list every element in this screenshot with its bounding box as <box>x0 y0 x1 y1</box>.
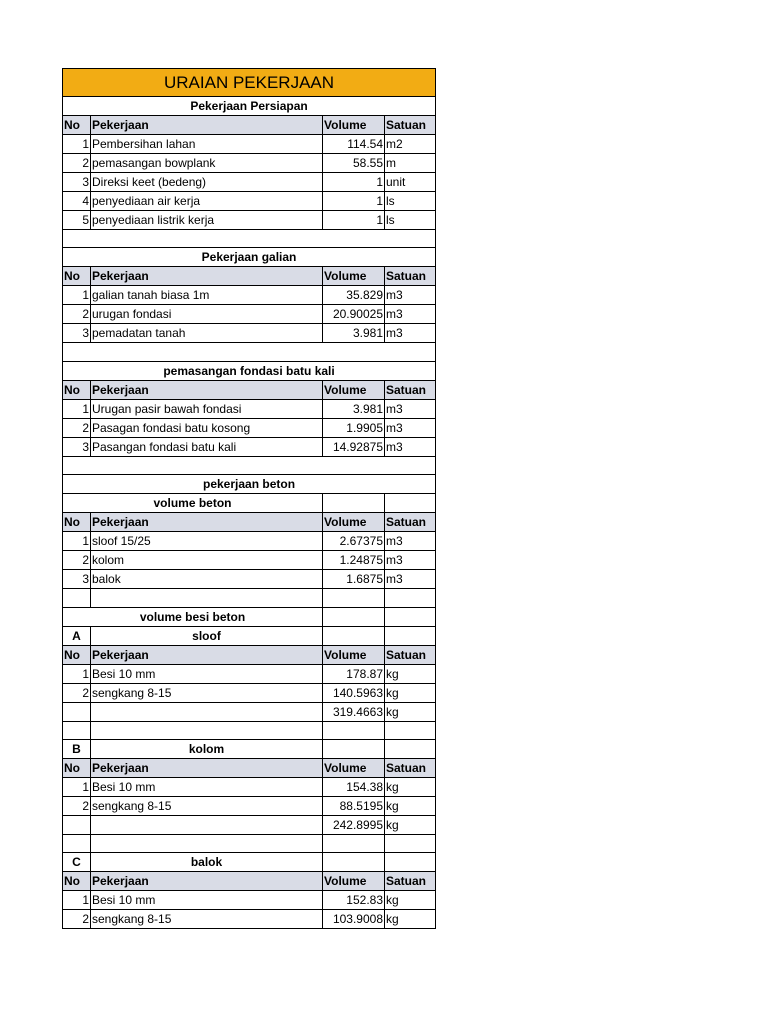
header-no: No <box>63 267 91 286</box>
total-satuan-kolom: kg <box>385 815 436 834</box>
header-satuan: Satuan <box>385 267 436 286</box>
cell-pekerjaan: sengkang 8-15 <box>91 796 323 815</box>
total-volume-kolom: 242.8995 <box>323 815 385 834</box>
table-row <box>63 437 436 456</box>
header-pekerjaan: Pekerjaan <box>91 267 323 286</box>
group-row <box>63 739 436 758</box>
header-volume: Volume <box>323 758 385 777</box>
header-pekerjaan: Pekerjaan <box>91 872 323 891</box>
cell-volume: 1.9905 <box>323 418 385 437</box>
section-title-row <box>63 475 436 494</box>
subsection-title-volume-beton: volume beton <box>63 494 323 513</box>
cell-satuan: m3 <box>385 324 436 343</box>
blank-cell <box>323 626 385 645</box>
blank-cell <box>385 834 436 852</box>
blank-row <box>63 343 436 361</box>
cell-no: 2 <box>63 551 91 570</box>
cell-no: 2 <box>63 796 91 815</box>
group-row <box>63 853 436 872</box>
header-volume: Volume <box>323 116 385 135</box>
cell-satuan: m3 <box>385 532 436 551</box>
cell-volume: 1.24875 <box>323 551 385 570</box>
header-satuan: Satuan <box>385 872 436 891</box>
cell-volume: 88.5195 <box>323 796 385 815</box>
cell-satuan: kg <box>385 777 436 796</box>
cell-no: 1 <box>63 532 91 551</box>
cell-volume: 1 <box>323 192 385 211</box>
blank-cell <box>91 589 323 607</box>
blank-cell <box>91 834 323 852</box>
blank-cell <box>63 456 436 474</box>
cell-no: 5 <box>63 211 91 230</box>
cell-pekerjaan: Pasangan fondasi batu kali <box>91 437 323 456</box>
cell-pekerjaan: urugan fondasi <box>91 305 323 324</box>
blank-cell <box>91 721 323 739</box>
table-row <box>63 324 436 343</box>
total-row <box>63 702 436 721</box>
cell-volume: 3.981 <box>323 324 385 343</box>
cell-satuan: kg <box>385 891 436 910</box>
sheet-title: URAIAN PEKERJAAN <box>63 69 436 97</box>
header-row <box>63 513 436 532</box>
cell-satuan: m3 <box>385 437 436 456</box>
cell-no: 3 <box>63 437 91 456</box>
header-no: No <box>63 645 91 664</box>
cell-satuan: m3 <box>385 570 436 589</box>
cell-pekerjaan: Pasagan fondasi batu kosong <box>91 418 323 437</box>
cell-pekerjaan: sloof 15/25 <box>91 532 323 551</box>
blank-cell <box>385 626 436 645</box>
cell-pekerjaan: galian tanah biasa 1m <box>91 286 323 305</box>
total-satuan-sloof: kg <box>385 702 436 721</box>
group-code-c: C <box>63 853 91 872</box>
cell-pekerjaan: penyediaan listrik kerja <box>91 211 323 230</box>
cell-satuan: m2 <box>385 135 436 154</box>
cell-volume: 114.54 <box>323 135 385 154</box>
table-row <box>63 570 436 589</box>
cell-volume: 178.87 <box>323 664 385 683</box>
header-row <box>63 267 436 286</box>
table-row <box>63 399 436 418</box>
header-pekerjaan: Pekerjaan <box>91 513 323 532</box>
cell-pekerjaan: sengkang 8-15 <box>91 910 323 929</box>
section-title-row <box>63 361 436 380</box>
blank-cell <box>63 343 436 361</box>
blank-cell <box>323 494 385 513</box>
header-volume: Volume <box>323 513 385 532</box>
section-title-fondasi: pemasangan fondasi batu kali <box>63 361 436 380</box>
cell-volume: 1.6875 <box>323 570 385 589</box>
blank-row <box>63 721 436 739</box>
cell-no: 1 <box>63 664 91 683</box>
blank-cell <box>323 589 385 607</box>
cell-no: 2 <box>63 910 91 929</box>
blank-row <box>63 589 436 607</box>
table-row <box>63 796 436 815</box>
section-title-beton: pekerjaan beton <box>63 475 436 494</box>
cell-pekerjaan: Urugan pasir bawah fondasi <box>91 399 323 418</box>
cell-pekerjaan: penyediaan air kerja <box>91 192 323 211</box>
header-row <box>63 380 436 399</box>
header-no: No <box>63 758 91 777</box>
cell-pekerjaan: Besi 10 mm <box>91 777 323 796</box>
blank-cell <box>385 739 436 758</box>
header-satuan: Satuan <box>385 380 436 399</box>
table-row <box>63 910 436 929</box>
blank-cell <box>91 815 323 834</box>
group-code-b: B <box>63 739 91 758</box>
subsection-title-volume-besi: volume besi beton <box>63 607 323 626</box>
blank-cell <box>385 721 436 739</box>
cell-satuan: m3 <box>385 399 436 418</box>
cell-no: 1 <box>63 135 91 154</box>
header-satuan: Satuan <box>385 645 436 664</box>
total-volume-sloof: 319.4663 <box>323 702 385 721</box>
cell-no: 1 <box>63 286 91 305</box>
cell-no: 3 <box>63 324 91 343</box>
group-row <box>63 626 436 645</box>
cell-satuan: kg <box>385 910 436 929</box>
cell-no: 3 <box>63 173 91 192</box>
cell-satuan: m <box>385 154 436 173</box>
cell-no: 1 <box>63 891 91 910</box>
cell-satuan: unit <box>385 173 436 192</box>
cell-pekerjaan: Direksi keet (bedeng) <box>91 173 323 192</box>
table-row <box>63 211 436 230</box>
blank-cell <box>323 739 385 758</box>
cell-satuan: kg <box>385 796 436 815</box>
table-row <box>63 135 436 154</box>
header-row <box>63 872 436 891</box>
section-title-row <box>63 248 436 267</box>
title-row <box>63 69 436 97</box>
cell-no: 2 <box>63 418 91 437</box>
uraian-pekerjaan-table <box>62 68 436 929</box>
header-pekerjaan: Pekerjaan <box>91 758 323 777</box>
header-pekerjaan: Pekerjaan <box>91 645 323 664</box>
header-volume: Volume <box>323 645 385 664</box>
cell-pekerjaan: Besi 10 mm <box>91 664 323 683</box>
header-volume: Volume <box>323 872 385 891</box>
table-row <box>63 154 436 173</box>
header-row <box>63 645 436 664</box>
header-volume: Volume <box>323 380 385 399</box>
cell-volume: 103.9008 <box>323 910 385 929</box>
group-name-sloof: sloof <box>91 626 323 645</box>
group-name-kolom: kolom <box>91 739 323 758</box>
table-row <box>63 891 436 910</box>
work-breakdown-sheet <box>62 68 435 929</box>
group-name-balok: balok <box>91 853 323 872</box>
subsection-title-row <box>63 494 436 513</box>
cell-no: 1 <box>63 399 91 418</box>
blank-cell <box>385 589 436 607</box>
cell-pekerjaan: Besi 10 mm <box>91 891 323 910</box>
header-no: No <box>63 872 91 891</box>
cell-no: 3 <box>63 570 91 589</box>
table-row <box>63 664 436 683</box>
header-no: No <box>63 380 91 399</box>
cell-volume: 1 <box>323 173 385 192</box>
table-row <box>63 173 436 192</box>
section-title-galian: Pekerjaan galian <box>63 248 436 267</box>
cell-satuan: ls <box>385 192 436 211</box>
blank-cell <box>63 589 91 607</box>
cell-satuan: kg <box>385 683 436 702</box>
cell-pekerjaan: pemadatan tanah <box>91 324 323 343</box>
blank-row <box>63 834 436 852</box>
cell-satuan: m3 <box>385 305 436 324</box>
table-row <box>63 777 436 796</box>
cell-no: 1 <box>63 777 91 796</box>
blank-cell <box>63 815 91 834</box>
cell-no: 2 <box>63 305 91 324</box>
cell-pekerjaan: sengkang 8-15 <box>91 683 323 702</box>
cell-satuan: m3 <box>385 551 436 570</box>
cell-pekerjaan: Pembersihan lahan <box>91 135 323 154</box>
blank-cell <box>63 702 91 721</box>
cell-no: 2 <box>63 154 91 173</box>
blank-cell <box>323 721 385 739</box>
cell-volume: 58.55 <box>323 154 385 173</box>
header-pekerjaan: Pekerjaan <box>91 116 323 135</box>
blank-row <box>63 230 436 248</box>
cell-pekerjaan: balok <box>91 570 323 589</box>
section-title-persiapan: Pekerjaan Persiapan <box>63 97 436 116</box>
header-row <box>63 758 436 777</box>
header-satuan: Satuan <box>385 758 436 777</box>
section-title-row <box>63 97 436 116</box>
cell-volume: 152.83 <box>323 891 385 910</box>
blank-cell <box>385 494 436 513</box>
total-row <box>63 815 436 834</box>
header-volume: Volume <box>323 267 385 286</box>
cell-satuan: kg <box>385 664 436 683</box>
subsection-title-row <box>63 607 436 626</box>
cell-satuan: ls <box>385 211 436 230</box>
blank-cell <box>91 702 323 721</box>
header-no: No <box>63 116 91 135</box>
blank-cell <box>323 834 385 852</box>
header-satuan: Satuan <box>385 116 436 135</box>
blank-row <box>63 456 436 474</box>
group-code-a: A <box>63 626 91 645</box>
table-row <box>63 683 436 702</box>
header-row <box>63 116 436 135</box>
cell-volume: 20.90025 <box>323 305 385 324</box>
blank-cell <box>385 607 436 626</box>
header-satuan: Satuan <box>385 513 436 532</box>
blank-cell <box>63 721 91 739</box>
cell-pekerjaan: pemasangan bowplank <box>91 154 323 173</box>
cell-pekerjaan: kolom <box>91 551 323 570</box>
blank-cell <box>323 853 385 872</box>
table-row <box>63 551 436 570</box>
table-row <box>63 532 436 551</box>
cell-satuan: m3 <box>385 286 436 305</box>
table-row <box>63 286 436 305</box>
header-pekerjaan: Pekerjaan <box>91 380 323 399</box>
cell-volume: 140.5963 <box>323 683 385 702</box>
table-row <box>63 418 436 437</box>
blank-cell <box>63 834 91 852</box>
cell-satuan: m3 <box>385 418 436 437</box>
table-row <box>63 192 436 211</box>
table-row <box>63 305 436 324</box>
cell-volume: 14.92875 <box>323 437 385 456</box>
cell-no: 4 <box>63 192 91 211</box>
cell-volume: 1 <box>323 211 385 230</box>
blank-cell <box>385 853 436 872</box>
blank-cell <box>63 230 436 248</box>
header-no: No <box>63 513 91 532</box>
cell-volume: 154.38 <box>323 777 385 796</box>
cell-volume: 2.67375 <box>323 532 385 551</box>
cell-no: 2 <box>63 683 91 702</box>
cell-volume: 35.829 <box>323 286 385 305</box>
cell-volume: 3.981 <box>323 399 385 418</box>
blank-cell <box>323 607 385 626</box>
